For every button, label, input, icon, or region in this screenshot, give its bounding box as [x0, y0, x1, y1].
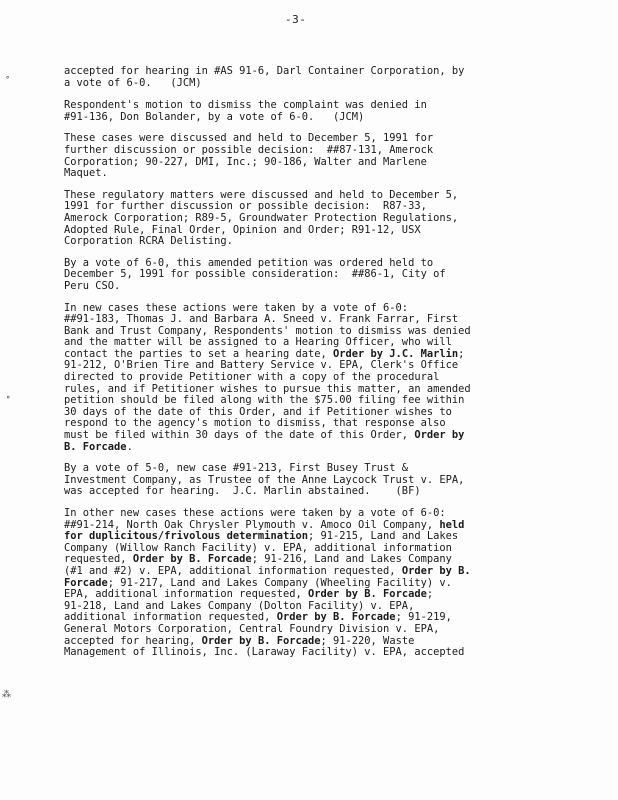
text-line: B. Forcade.: [64, 440, 133, 453]
order-attribution: Order by B. Forcade: [276, 611, 396, 624]
text-line: accepted for hearing in #AS 91-6, Darl Container Corporation, by: [64, 65, 465, 77]
margin-punch-mark-bottom: ⁂: [2, 690, 11, 700]
text-line: must be filed within 30 days of the date of this Order, Order by: [64, 429, 465, 442]
text-line: Amerock Corporation; R89-5, Groundwater Protection Regulations,: [64, 211, 459, 224]
paragraph: [64, 133, 600, 179]
text-line: Investment Company, as Trustee of the Anne Laycock Trust v. EPA,: [64, 473, 465, 486]
text-line: further discussion or possible decision: ##87-131, Amerock: [64, 143, 434, 156]
margin-punch-mark-middle: ∘: [6, 393, 11, 403]
text-line: a vote of 6-0. (JCM): [64, 76, 202, 89]
text-line: and the matter will be assigned to a Hearing Officer, who will: [64, 336, 452, 349]
text-line: Corporation RCRA Delisting.: [64, 235, 233, 248]
order-attribution: held: [439, 518, 465, 531]
paragraph: [64, 463, 600, 498]
text-line: directed to provide Petitioner with a copy of the procedural: [64, 371, 440, 384]
text-line: Management of Illinois, Inc. (Laraway Facility) v. EPA, accepted: [64, 646, 465, 659]
text-line: General Motors Corporation, Central Foundry Division v. EPA,: [64, 622, 440, 635]
text-line: (#1 and #2) v. EPA, additional information requested, Order by B.: [64, 564, 471, 577]
text-line: Maquet.: [64, 167, 108, 180]
order-attribution: for duplicitous/frivolous determination: [64, 530, 308, 543]
text-line: was accepted for hearing. J.C. Marlin abstained. (BF): [64, 485, 421, 498]
text-line: By a vote of 5-0, new case #91-213, First Busey Trust &: [64, 462, 409, 475]
text-line: Company (Willow Ranch Facility) v. EPA, additional information: [64, 541, 452, 554]
text-line: accepted for hearing, Order by B. Forcade; 91-220, Waste: [64, 634, 415, 647]
text-line: 91-218, Land and Lakes Company (Dolton Facility) v. EPA,: [64, 599, 415, 612]
text-line: additional information requested, Order by B. Forcade; 91-219,: [64, 611, 452, 624]
order-attribution: Order by J.C. Marlin: [333, 347, 459, 360]
paragraph: [64, 100, 600, 123]
order-attribution: Order by B. Forcade: [201, 634, 321, 647]
text-line: respond to the agency's motion to dismiss, that response also: [64, 417, 446, 430]
text-line: requested, Order by B. Forcade; 91-216, Land and Lakes Company: [64, 553, 452, 566]
order-attribution: Order by: [414, 429, 465, 442]
text-line: In new cases these actions were taken by a vote of 6-0:: [64, 301, 409, 314]
order-attribution: Order by B.: [401, 564, 471, 577]
paragraph: [64, 508, 600, 659]
text-line: These regulatory matters were discussed and held to December 5,: [64, 188, 459, 201]
margin-punch-mark-top: ∘: [4, 72, 12, 84]
order-attribution: B. Forcade: [64, 440, 127, 453]
order-attribution: Order by B. Forcade: [307, 588, 427, 601]
text-line: 91-212, O'Brien Tire and Battery Service v. EPA, Clerk's Office: [64, 359, 459, 372]
text-line: Corporation; 90-227, DMI, Inc.; 90-186, Walter and Marlene: [64, 155, 427, 168]
text-line: #91-136, Don Bolander, by a vote of 6-0. (JCM): [64, 110, 365, 123]
order-attribution: Order by B. Forcade: [132, 553, 252, 566]
text-line: Peru CSO.: [64, 279, 121, 292]
order-attribution: Forcade: [64, 576, 108, 589]
text-line: December 5, 1991 for possible consideration: ##86-1, City of: [64, 268, 446, 281]
page-number: -3-: [285, 13, 307, 26]
text-line: 30 days of the date of this Order, and if Petitioner wishes to: [64, 405, 452, 418]
text-line: Adopted Rule, Final Order, Opinion and Order; R91-12, USX: [64, 223, 421, 236]
text-line: EPA, additional information requested, Order by B. Forcade;: [64, 588, 434, 601]
text-line: rules, and if Petitioner wishes to pursue this matter, an amended: [64, 382, 471, 395]
text-line: In other new cases these actions were taken by a vote of 6-0:: [64, 507, 446, 519]
paragraph: [64, 190, 600, 248]
paragraph: [64, 258, 600, 293]
text-line: petition should be filed along with the $75.00 filing fee within: [64, 394, 465, 407]
paragraph: [64, 66, 600, 89]
text-line: 1991 for further discussion or possible decision: R87-33,: [64, 200, 427, 213]
text-line: By a vote of 6-0, this amended petition was ordered held to: [64, 256, 434, 269]
minutes-body: [64, 66, 600, 669]
text-line: These cases were discussed and held to December 5, 1991 for: [64, 132, 434, 145]
text-line: ##91-183, Thomas J. and Barbara A. Sneed v. Frank Farrar, First: [64, 313, 459, 326]
text-line: contact the parties to set a hearing date, Order by J.C. Marlin;: [64, 347, 465, 360]
text-line: for duplicitous/frivolous determination; 91-215, Land and Lakes: [64, 530, 459, 543]
text-line: Bank and Trust Company, Respondents' motion to dismiss was denied: [64, 324, 471, 337]
text-line: Respondent's motion to dismiss the complaint was denied in: [64, 99, 427, 112]
paragraph: [64, 303, 600, 454]
text-line: ##91-214, North Oak Chrysler Plymouth v. Amoco Oil Company, held: [64, 518, 465, 531]
text-line: Forcade; 91-217, Land and Lakes Company (Wheeling Facility) v.: [64, 576, 452, 589]
